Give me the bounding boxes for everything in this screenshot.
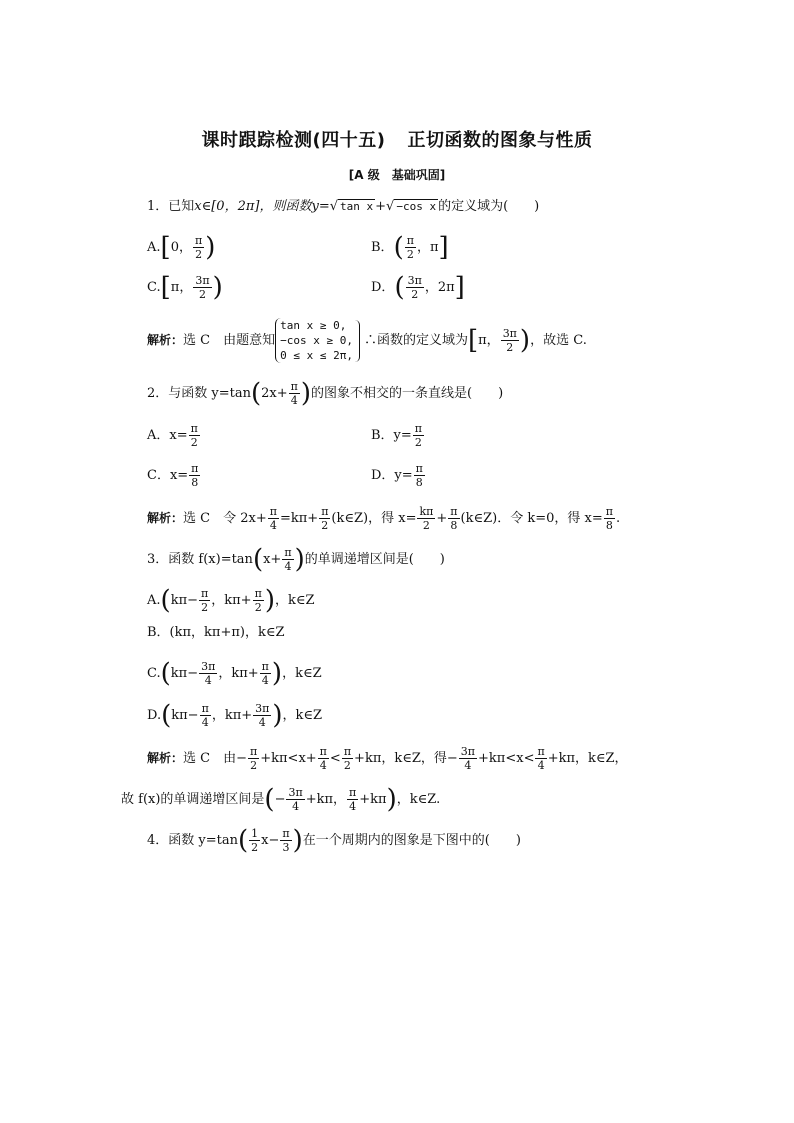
q3-option-d[interactable]: D.(kπ− $\frac{\pi}{4}$ ，kπ+ $\frac{3\pi}{4}$ )，k∈Z xyxy=(147,700,323,731)
q2-option-b[interactable]: B．y= $\frac{\pi}{2}$ xyxy=(371,422,423,449)
section-level: [A 级 基础巩固] xyxy=(348,168,446,182)
q4-stem: 4．函数 y=tan( $\frac{1}{2}$ x− $\frac{\pi}{3}$ )在一个周期内的图象是下图中的( ) xyxy=(147,825,521,856)
q2-option-c[interactable]: C．x= $\frac{\pi}{8}$ xyxy=(147,462,199,489)
q3-option-b[interactable]: B．(kπ，kπ+π)，k∈Z xyxy=(147,625,285,640)
q3-analysis-line2: 故 f(x)的单调递增区间是(− $\frac{3\pi}{4}$ +kπ， $\frac{\pi}{4}$ +kπ)，k∈Z. xyxy=(121,784,441,815)
q1-option-a[interactable]: A.[0， $\frac{\pi}{2}$ ) xyxy=(147,232,216,263)
q2-option-a[interactable]: A．x= $\frac{\pi}{2}$ xyxy=(147,422,198,449)
q3-stem: 3．函数 f(x)=tan(x+ $\frac{\pi}{4}$ )的单调递增区间是( ) xyxy=(147,544,445,575)
q1-option-b[interactable]: B．( $\frac{\pi}{2}$ ，π] xyxy=(371,232,449,263)
page-title xyxy=(0,126,794,152)
q3-option-a[interactable]: A.(kπ− $\frac{\pi}{2}$ ，kπ+ $\frac{\pi}{2}$ )，k∈Z xyxy=(147,585,315,616)
q2-analysis: 解析：选 C 令 2x+ $\frac{\pi}{4}$ =kπ+ $\frac{\pi}{2}$ (k∈Z)，得 x= $\frac{k\pi}{2}$ + $\frac{\pi}{8}$ (k∈Z)．令 k=0，得 x= $\frac{\pi}{8}$ . xyxy=(147,505,621,532)
q1-analysis: 解析：选 C 由题意知 tan x ≥ 0, −cos x ≥ 0, 0 ≤ x ≤ 2π, ∴函数的定义域为[π， $\frac{3\pi}{2}$ )，故选 C. xyxy=(147,319,587,362)
q1-system: tan x ≥ 0, −cos x ≥ 0, 0 ≤ x ≤ 2π, xyxy=(275,318,353,363)
q1-option-d[interactable]: D．( $\frac{3\pi}{2}$ ，2π] xyxy=(371,272,465,303)
title-sub: 正切函数的图象与性质 xyxy=(407,130,593,151)
q2-stem: 2．与函数 y=tan(2x+ $\frac{\pi}{4}$ )的图象不相交的一条直线是( ) xyxy=(147,378,504,409)
q3-option-c[interactable]: C.(kπ− $\frac{3\pi}{4}$ ，kπ+ $\frac{\pi}{4}$ )，k∈Z xyxy=(147,658,322,689)
title-main: 课时跟踪检测(四十五) xyxy=(201,130,386,151)
q2-option-d[interactable]: D．y= $\frac{\pi}{8}$ xyxy=(371,462,423,489)
q3-analysis: 解析：选 C 由− $\frac{\pi}{2}$ +kπ<x+ $\frac{\pi}{4}$ < $\frac{\pi}{2}$ +kπ，k∈Z，得− $\frac{3\pi}{4}$ +kπ<x< $\frac{\pi}{4}$ +kπ，k∈Z， xyxy=(147,745,628,772)
q1-stem: 1．已知x∈[0，2π]，则函数y=√ tan x +√ −cos x 的定义域为( ) xyxy=(147,199,540,214)
q1-option-c[interactable]: C.[π， $\frac{3\pi}{2}$ ) xyxy=(147,272,223,303)
